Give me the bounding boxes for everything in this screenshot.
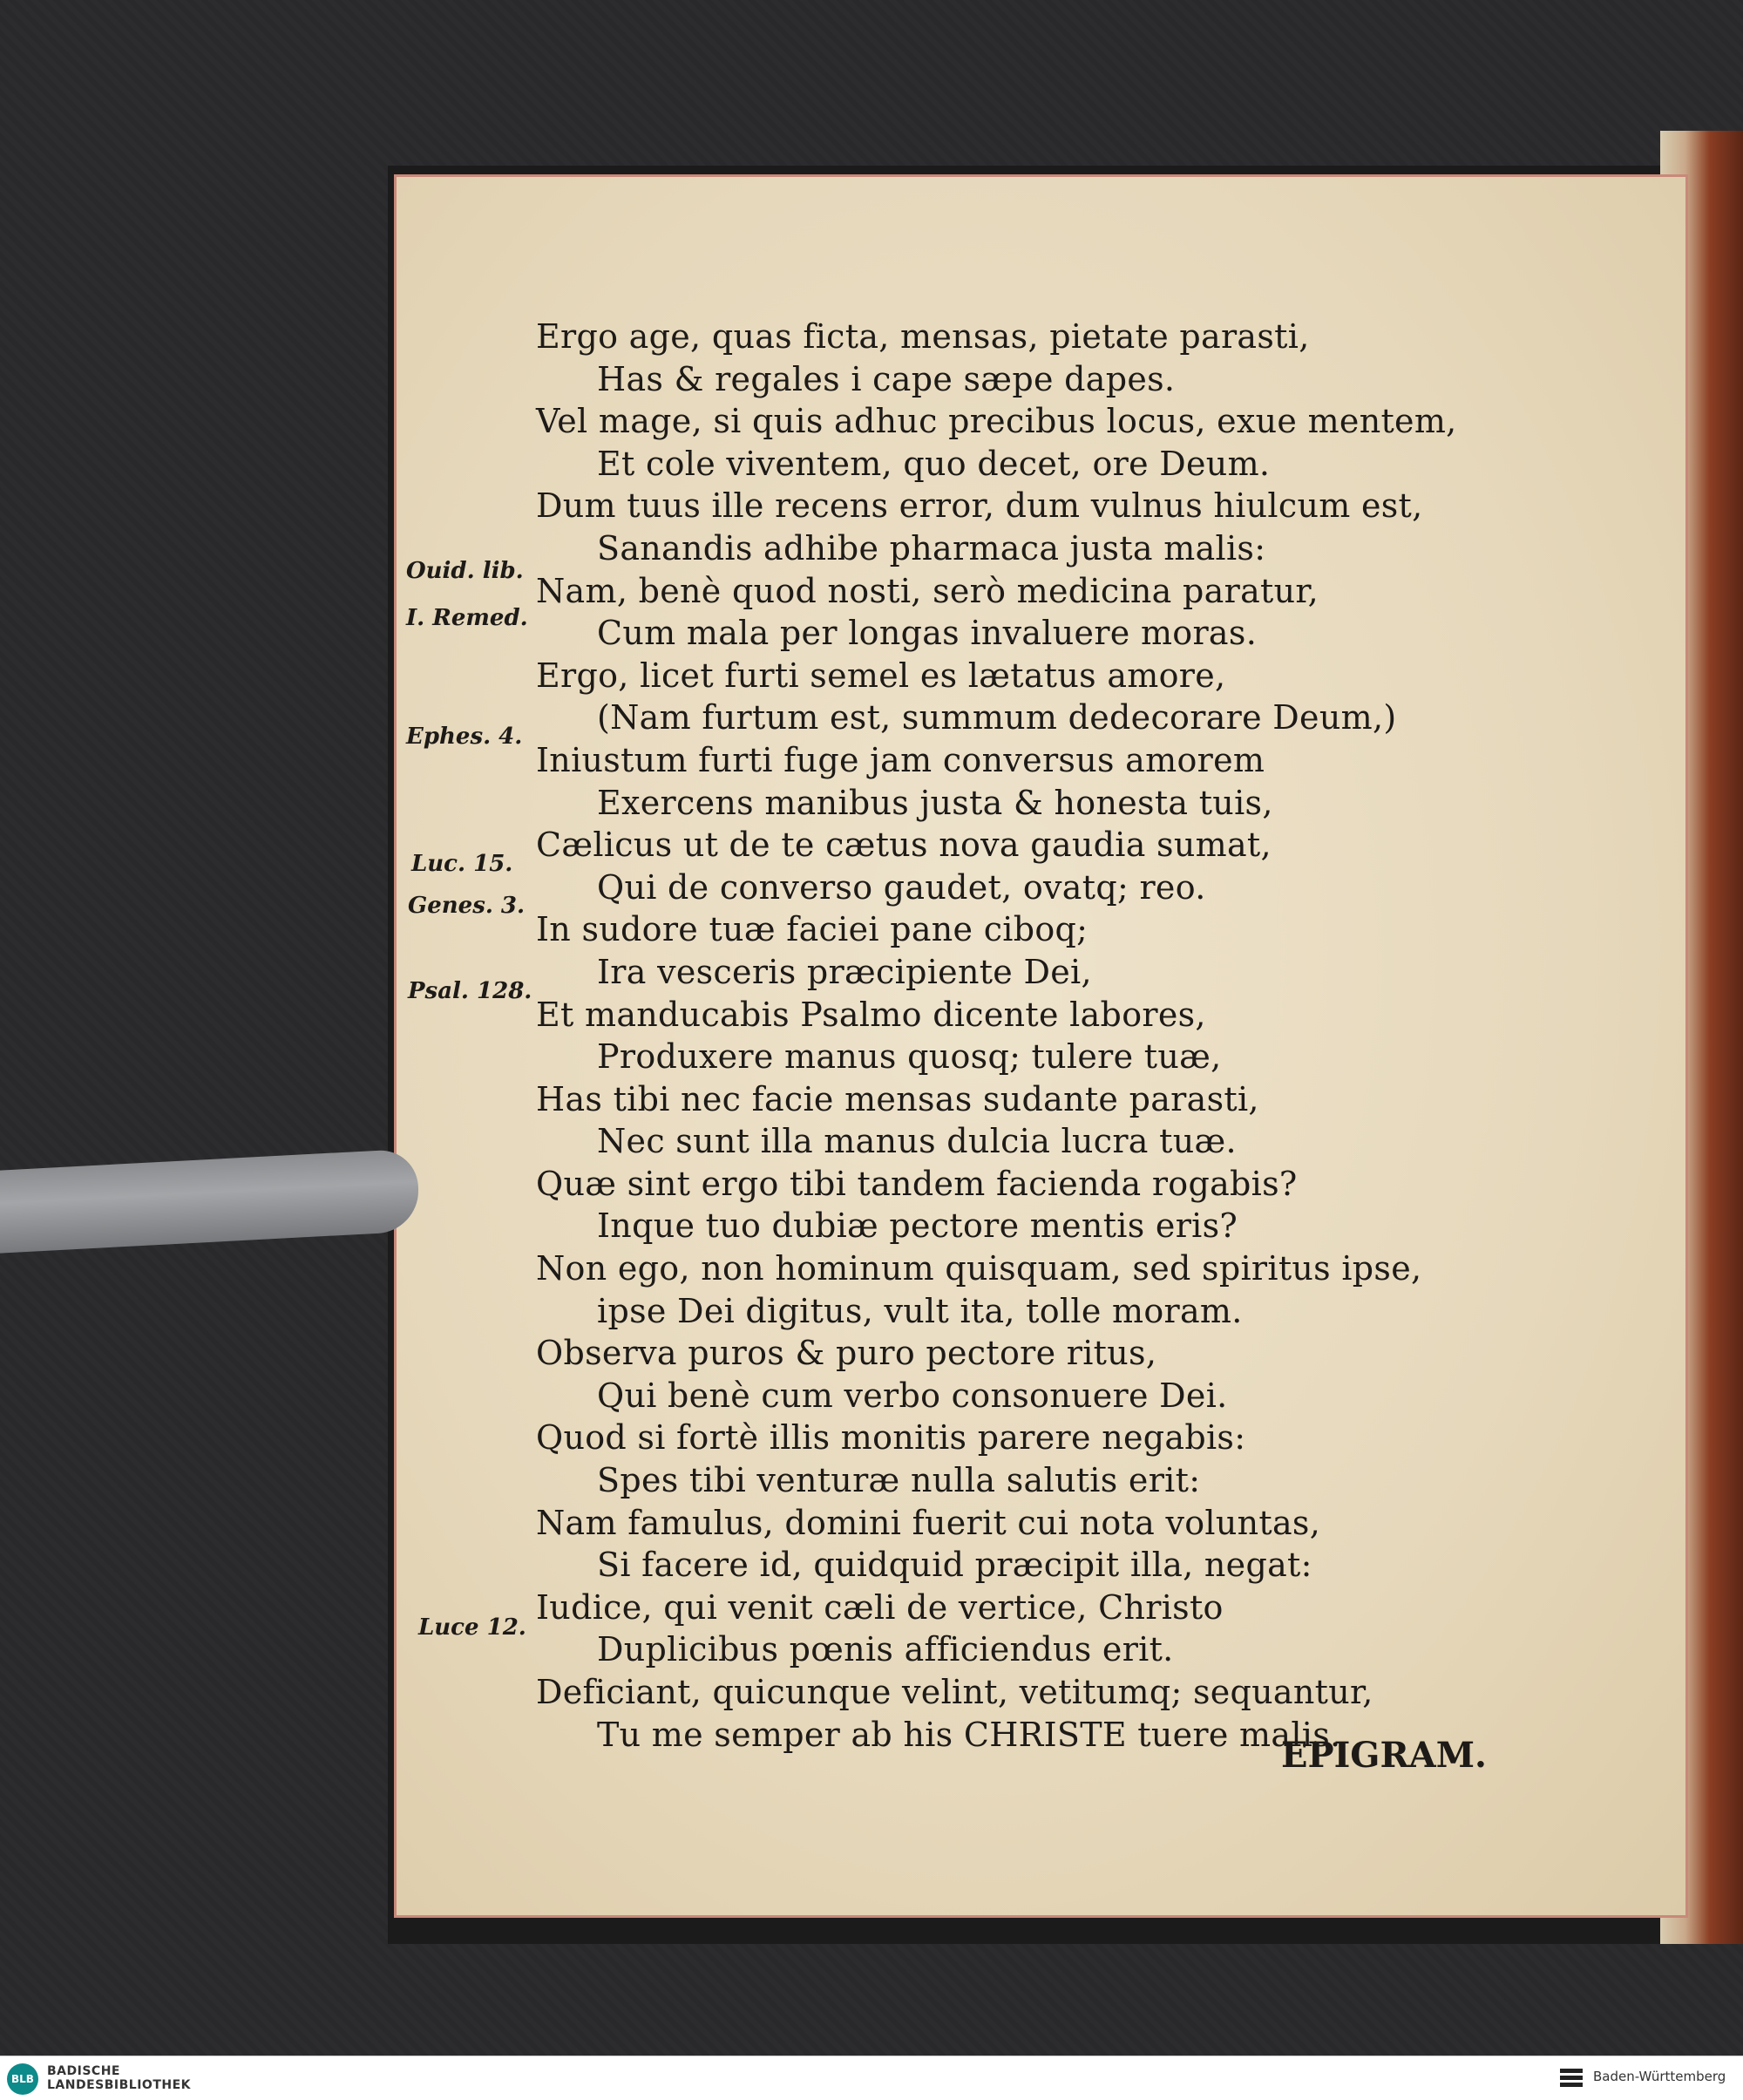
poem-line: Nam famulus, domini fuerit cui nota voluntas, [536, 1503, 1321, 1542]
poem-line: Tu me semper ab his CHRISTE tuere malis. [597, 1715, 1341, 1754]
catchword: EPIGRAM. [1281, 1735, 1487, 1776]
poem-line: Quod si fortè illis monitis parere negabis: [536, 1418, 1246, 1458]
poem-line: Exercens manibus justa & honesta tuis, [597, 783, 1273, 822]
library-name-line-1: BADISCHE [47, 2064, 120, 2078]
poem-text [536, 316, 1538, 1756]
marginal-note-ephes: Ephes. 4. [406, 724, 523, 750]
state-name[interactable]: Baden-Württemberg [1593, 2069, 1726, 2084]
marginal-note-luce: Luce 12. [418, 1614, 526, 1641]
poem-line: Produxere manus quosq; tulere tuæ, [597, 1037, 1222, 1077]
poem-line: Et manducabis Psalmo dicente labores, [536, 995, 1206, 1034]
poem-line: ipse Dei digitus, vult ita, tolle moram. [597, 1291, 1243, 1330]
baden-wuerttemberg-lions-icon[interactable] [1560, 2067, 1583, 2090]
poem-line: Si facere id, quidquid præcipit illa, negat: [597, 1546, 1312, 1585]
poem-line: Cum mala per longas invaluere moras. [597, 614, 1258, 653]
poem-line: Has & regales i cape sæpe dapes. [597, 359, 1176, 398]
poem-line: Iniustum furti fuge jam conversus amorem [536, 740, 1265, 779]
poem-line: Observa puros & puro pectore ritus, [536, 1334, 1157, 1373]
poem-line: Sanandis adhibe pharmaca justa malis: [597, 528, 1266, 567]
poem-line: Ira vesceris præcipiente Dei, [597, 952, 1092, 991]
poem-line: Deficiant, quicunque velint, vetitumq; sequantur, [536, 1673, 1373, 1711]
poem-line: Nam, benè quod nosti, serò medicina paratur, [536, 571, 1319, 610]
poem-line: Et cole viventem, quo decet, ore Deum. [597, 444, 1271, 483]
poem-line: (Nam furtum est, summum dedecorare Deum,) [597, 698, 1397, 737]
library-name-line-2: LANDESBIBLIOTHEK [47, 2078, 192, 2092]
footer-bar [0, 2056, 1743, 2100]
marginal-note-ovid-1: Ouid. lib. [406, 558, 524, 584]
poem-line: Vel mage, si quis adhuc precibus locus, exue mentem, [536, 402, 1457, 441]
marginal-note-genes: Genes. 3. [408, 893, 526, 919]
library-name[interactable] [47, 2064, 191, 2092]
poem-line: Ergo age, quas ficta, mensas, pietate parasti, [536, 317, 1310, 356]
poem-line: Duplicibus pœnis afficiendus erit. [597, 1630, 1174, 1669]
poem-line: Qui benè cum verbo consonuere Dei. [597, 1376, 1228, 1415]
poem-line: In sudore tuæ faciei pane ciboq; [536, 910, 1089, 949]
poem-line: Ergo, licet furti semel es lætatus amore, [536, 656, 1226, 695]
poem-line: Non ego, non hominum quisquam, sed spiritus ipse, [536, 1249, 1422, 1288]
poem-line: Quæ sint ergo tibi tandem facienda rogabis? [536, 1164, 1298, 1203]
poem-line: Spes tibi venturæ nulla salutis erit: [597, 1461, 1201, 1500]
marginal-note-psal: Psal. 128. [408, 978, 532, 1004]
poem-line: Dum tuus ille recens error, dum vulnus hiulcum est, [536, 486, 1423, 526]
blb-logo-icon[interactable]: BLB [7, 2063, 38, 2095]
marginal-note-luc: Luc. 15. [411, 851, 513, 877]
poem-line: Has tibi nec facie mensas sudante parasti, [536, 1079, 1259, 1118]
poem-line: Qui de converso gaudet, ovatq; reo. [597, 867, 1206, 907]
poem-line: Iudice, qui venit cæli de vertice, Christo [536, 1587, 1224, 1627]
poem-line: Nec sunt illa manus dulcia lucra tuæ. [597, 1122, 1237, 1161]
poem-line: Inque tuo dubiæ pectore mentis eris? [597, 1206, 1238, 1246]
poem-line: Cælicus ut de te cætus nova gaudia sumat, [536, 826, 1272, 865]
marginal-note-ovid-2: I. Remed. [406, 605, 528, 631]
